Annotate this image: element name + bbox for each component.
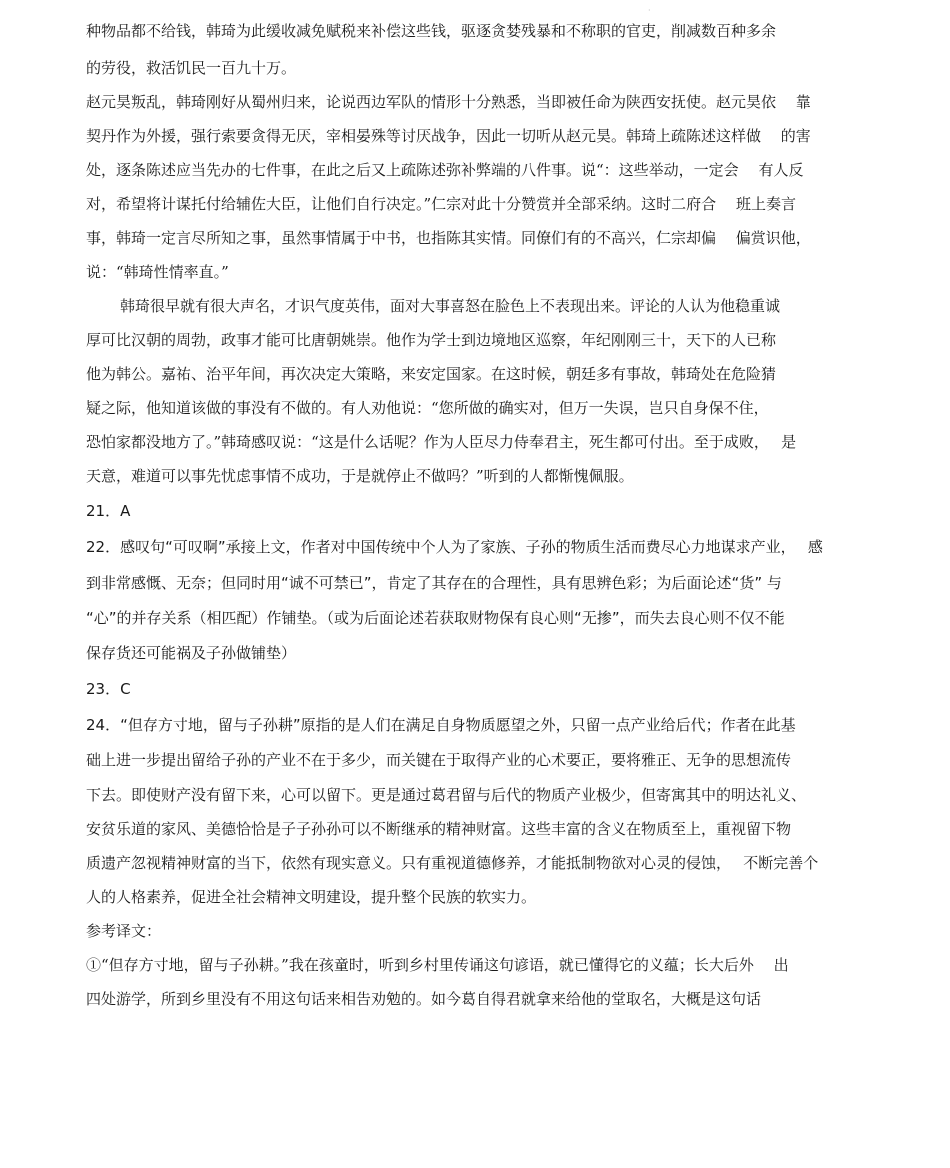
answer-line: 下去。即使财产没有留下来，心可以留下。更是通过葛君留与后代的物质产业极少，但寄寓其中的明达礼义、 bbox=[86, 786, 807, 804]
answer-line: 到非常感慨、无奈；但同时用“诚不可禁已”，肯定了其存在的合理性，具有思辨色彩；为后面论述“货” 与 bbox=[86, 574, 782, 592]
text-line: 说：“韩琦性情率直。” bbox=[86, 263, 229, 281]
text-line: 恐怕家都没地方了。”韩琦感叹说：“这是什么话呢？作为人臣尽力侍奉君主，死生都可付出。至于成败， 是 bbox=[86, 433, 797, 451]
text-line: ①“但存方寸地，留与子孙耕。”我在孩童时，听到乡村里传诵这句谚语，就已懂得它的义蕴；长大后外 出 bbox=[86, 956, 789, 974]
text-line: 的劳役，救活饥民一百九十万。 bbox=[86, 59, 297, 77]
answer-line: 24．“但存方寸地，留与子孙耕”原指的是人们在满足自身物质愿望之外，只留一点产业给后代；作者在此基 bbox=[86, 716, 796, 734]
text-line: 赵元昊叛乱，韩琦刚好从蜀州归来，论说西边军队的情形十分熟悉，当即被任命为陕西安抚使。赵元昊依 靠 bbox=[86, 93, 811, 111]
top-mark: · bbox=[648, 6, 651, 15]
text-line: 疑之际，他知道该做的事没有不做的。有人劝他说：“您所做的确实对，但万一失误，岂只自身保不住， bbox=[86, 399, 769, 417]
answer-line: 保存货还可能祸及子孙做铺垫） bbox=[86, 644, 297, 662]
text-line: 天意，难道可以事先忧虑事情不成功，于是就停止不做吗？”听到的人都惭愧佩服。 bbox=[86, 467, 634, 485]
text-line: 对，希望将计谋托付给辅佐大臣，让他们自行决定。”仁宗对此十分赞赏并全部采纳。这时二府合 班上奏言 bbox=[86, 195, 796, 213]
text-line: 种物品都不给钱，韩琦为此缓收减免赋税来补偿这些钱，驱逐贪婪残暴和不称职的官吏，削减数百种多余 bbox=[86, 22, 777, 40]
section-heading: 参考译文： bbox=[86, 922, 162, 940]
text-line: 厚可比汉朝的周勃，政事才能可比唐朝姚崇。他作为学士到边境地区巡察，年纪刚刚三十，天下的人已称 bbox=[86, 331, 777, 349]
answer-line: 人的人格素养，促进全社会精神文明建设，提升整个民族的软实力。 bbox=[86, 888, 537, 906]
answer-line: 安贫乐道的家风、美德恰恰是子子孙孙可以不断继承的精神财富。这些丰富的含义在物质至上，重视留下物 bbox=[86, 820, 792, 838]
text-line: 四处游学，所到乡里没有不用这句话来相告劝勉的。如今葛自得君就拿来给他的堂取名，大概是这句话 bbox=[86, 990, 762, 1008]
answer-line: 础上进一步提出留给子孙的产业不在于多少，而关键在于取得产业的心术要正，要将雅正、无争的思想流传 bbox=[86, 751, 792, 769]
text-line: 事，韩琦一定言尽所知之事，虽然事情属于中书，也指陈其实情。同僚们有的不高兴，仁宗却偏 偏赏识他， bbox=[86, 229, 811, 247]
text-line: 韩琦很早就有很大声名，才识气度英伟，面对大事喜怒在脸色上不表现出来。评论的人认为他稳重诚 bbox=[120, 297, 781, 315]
text-line: 契丹作为外援，强行索要贪得无厌，宰相晏殊等讨厌战争，因此一切听从赵元昊。韩琦上疏陈述这样做 的害 bbox=[86, 127, 811, 145]
answer-line: “心”的并存关系（相匹配）作铺垫。（或为后面论述若获取财物保有良心则“无掺”，而失去良心则不仅不能 bbox=[86, 609, 785, 627]
answer-line: 23．C bbox=[86, 680, 131, 698]
answer-line: 质遗产忽视精神财富的当下，依然有现实意义。只有重视道德修养，才能抵制物欲对心灵的侵蚀， 不断完善个 bbox=[86, 854, 819, 872]
answer-line: 21．A bbox=[86, 502, 131, 520]
text-line: 他为韩公。嘉祐、治平年间，再次决定大策略，来安定国家。在这时候，朝廷多有事故，韩琦处在危险猜 bbox=[86, 365, 777, 383]
text-line: 处，逐条陈述应当先办的七件事，在此之后又上疏陈述弥补弊端的八件事。说“：这些举动，一定会 有人反 bbox=[86, 161, 804, 179]
answer-line: 22．感叹句“可叹啊”承接上文，作者对中国传统中个人为了家族、子孙的物质生活而费尽心力地谋求产业， 感 bbox=[86, 538, 823, 556]
